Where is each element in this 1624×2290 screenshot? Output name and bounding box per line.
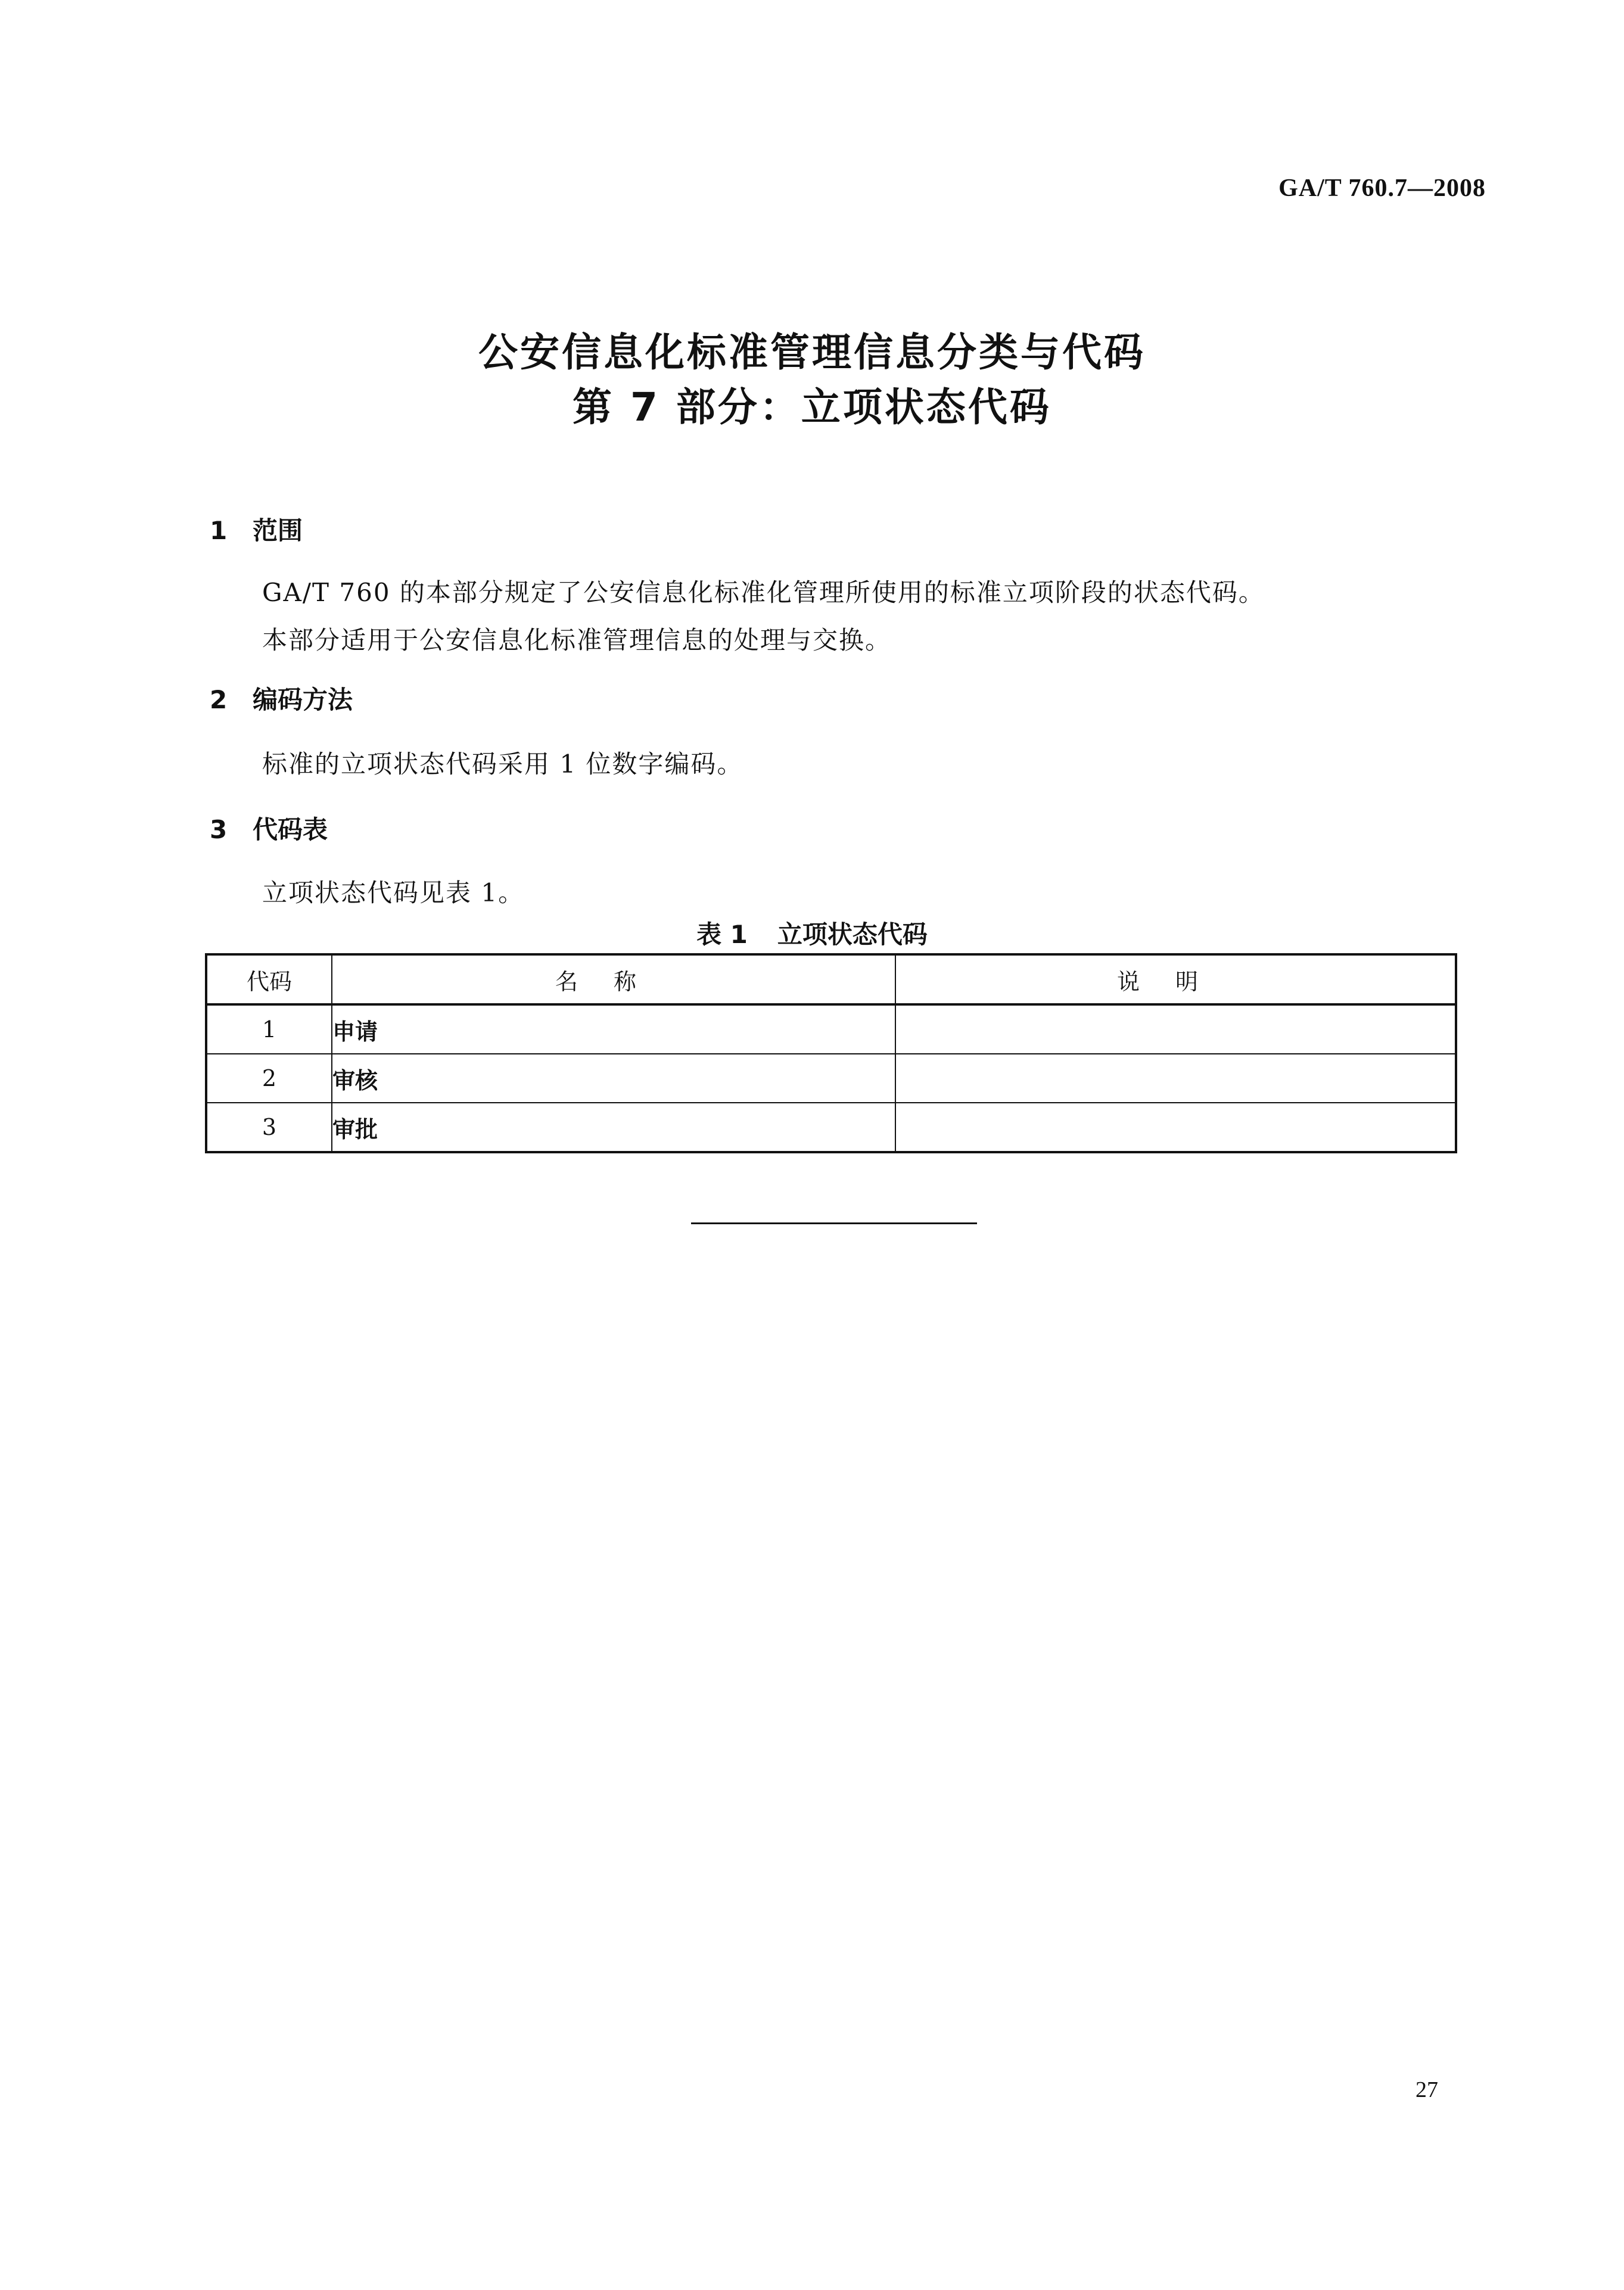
section-title: 代码表: [253, 815, 328, 844]
section-number: 2: [210, 685, 228, 714]
document-title-line-2: 第 7 部分：立项状态代码: [573, 384, 1051, 430]
section-number: 1: [210, 516, 228, 545]
header-description: 说明: [895, 954, 1456, 1004]
table-caption-title: 立项状态代码: [777, 920, 928, 949]
cell-code: 1: [206, 1004, 332, 1054]
end-of-document-rule: [691, 1222, 977, 1224]
cell-code: 2: [206, 1054, 332, 1103]
cell-name: 审批: [332, 1103, 895, 1152]
cell-code: 3: [206, 1103, 332, 1152]
code-table: [205, 953, 1457, 1153]
cell-name: 申请: [332, 1004, 895, 1054]
standard-number: GA/T 760.7—2008: [1278, 175, 1486, 202]
header-name: 名称: [332, 954, 895, 1004]
section-title: 编码方法: [253, 685, 353, 714]
table-row: [206, 1004, 1456, 1054]
cell-description: [895, 1004, 1456, 1054]
header-code: 代码: [206, 954, 332, 1004]
cell-name: 审核: [332, 1054, 895, 1103]
section-3-heading: [210, 810, 328, 846]
section-1-heading: [210, 511, 303, 547]
page-number: 27: [1415, 2077, 1438, 2102]
cell-description: [895, 1054, 1456, 1103]
table-caption-number: 表 1: [696, 920, 748, 949]
section-1-paragraph-1: GA/T 760 的本部分规定了公安信息化标准化管理所使用的标准立项阶段的状态代码。: [262, 578, 1265, 607]
section-number: 3: [210, 815, 228, 844]
table-row: [206, 1054, 1456, 1103]
section-2-heading: [210, 680, 353, 716]
section-1-paragraph-2: 本部分适用于公安信息化标准管理信息的处理与交换。: [262, 626, 892, 655]
section-2-paragraph-1: 标准的立项状态代码采用 1 位数字编码。: [262, 749, 743, 779]
cell-description: [895, 1103, 1456, 1152]
section-3-paragraph-1: 立项状态代码见表 1。: [262, 878, 525, 907]
section-title: 范围: [253, 516, 303, 545]
document-title-line-1: 公安信息化标准管理信息分类与代码: [478, 329, 1146, 375]
table-header-row: [206, 954, 1456, 1004]
table-row: [206, 1103, 1456, 1152]
table-caption: [0, 915, 1624, 951]
